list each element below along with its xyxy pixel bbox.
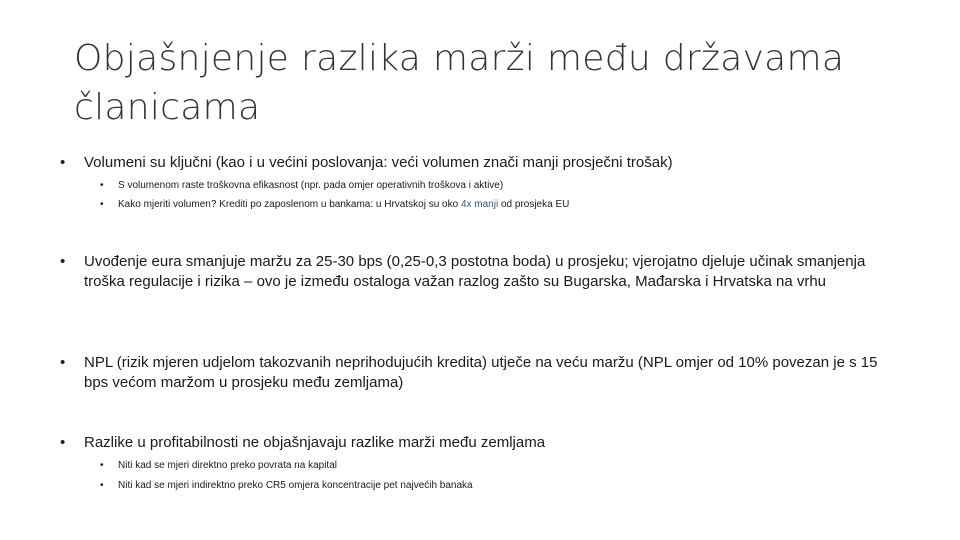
bullet-npl: [60, 353, 890, 393]
bullet-euro: [60, 252, 910, 292]
highlight-4x-smaller: 4x manji: [460, 199, 499, 210]
sub-bullet-text-post: od prosjeka EU: [498, 199, 570, 210]
sub-bullet-dot: •: [100, 480, 104, 491]
sub-bullet-measure-volume: [100, 198, 900, 212]
slide-title: Objašnjenje razlika marži među državama članicama: [74, 38, 845, 128]
sub-bullet-text: [118, 198, 900, 212]
bullet-text: Uvođenje eura smanjuje maržu za 25-30 bps (0,25-0,3 postotna boda) u prosjeku; vjerojatno djeluje učinak smanjenja troška regulacije i rizika – ovo je između ostaloga važan razlog zašto su Bugarska, Mađarska i Hrvatska na vrhu: [84, 253, 866, 290]
bullet-dot: •: [60, 154, 66, 171]
sub-bullet-dot: •: [100, 460, 104, 471]
sub-bullet-text: Niti kad se mjeri indirektno preko CR5 omjera koncentracije pet najvećih banaka: [118, 480, 473, 491]
bullet-volumes: [60, 153, 920, 173]
bullet-dot: •: [60, 253, 66, 270]
bullet-text: NPL (rizik mjeren udjelom takozvanih neprihodujućih kredita) utječe na veću maržu (NPL omjer od 10% povezan je s 15 bps većom maržom u prosjeku među zemljama): [84, 354, 878, 391]
sub-bullet-efficiency: [100, 179, 900, 193]
sub-bullet-cr5: [100, 479, 900, 493]
sub-bullet-text-pre: Kako mjeriti volumen? Krediti po zaposlenom u bankama: u Hrvatskoj su oko: [118, 199, 461, 210]
sub-bullet-roe: [100, 459, 900, 473]
bullet-dot: •: [60, 354, 66, 371]
bullet-text: Razlike u profitabilnosti ne objašnjavaju razlike marži među zemljama: [84, 434, 546, 451]
bullet-profitability: [60, 433, 920, 453]
sub-bullet-text: Niti kad se mjeri direktno preko povrata na kapital: [118, 460, 337, 471]
sub-bullet-dot: •: [100, 199, 104, 210]
bullet-dot: •: [60, 434, 66, 451]
bullet-text: Volumeni su ključni (kao i u većini poslovanja: veći volumen znači manji prosječni trošak): [84, 154, 673, 171]
sub-bullet-text: S volumenom raste troškovna efikasnost (npr. pada omjer operativnih troškova i aktive): [118, 180, 504, 191]
sub-bullet-dot: •: [100, 180, 104, 191]
